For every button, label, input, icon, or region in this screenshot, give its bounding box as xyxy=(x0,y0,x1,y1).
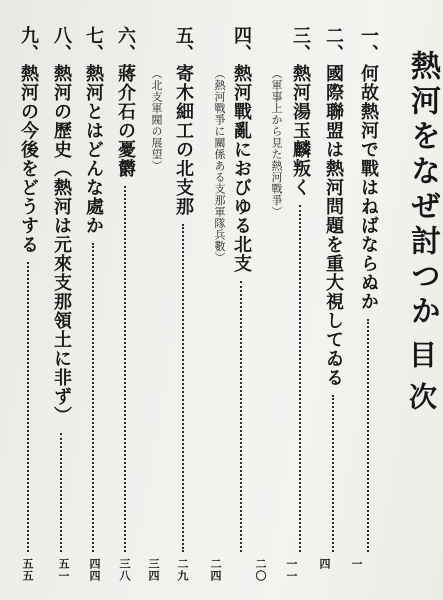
toc-entry-number: 二、 xyxy=(323,26,344,62)
toc-entry-5-line xyxy=(172,26,194,562)
toc-entry-1 xyxy=(357,26,379,562)
toc-entry-number: 五、 xyxy=(173,26,194,62)
dot-leader xyxy=(92,243,94,552)
page-number: 二〇 xyxy=(254,558,267,582)
toc-entry-4 xyxy=(230,26,252,562)
dot-leader xyxy=(60,433,62,552)
toc-entry-8-line xyxy=(50,26,72,562)
page-number: 一 xyxy=(350,558,363,570)
page-number: 五一 xyxy=(57,558,70,582)
toc-entry-7 xyxy=(82,26,104,562)
toc-entry-number: 四、 xyxy=(231,26,252,62)
page-number: 四四 xyxy=(88,558,101,582)
toc-entry-number: 三、 xyxy=(290,26,311,62)
toc-entry-title: 熱河の今後をどうする xyxy=(18,64,39,254)
toc-entry-7-line xyxy=(82,26,104,562)
dot-leader xyxy=(182,224,184,552)
toc-entry-1-line xyxy=(357,26,379,562)
toc-entry-8 xyxy=(50,26,72,562)
toc-entry-title: 寄木細工の北支那 xyxy=(173,64,194,216)
dot-leader xyxy=(240,281,242,552)
page-number: 四 xyxy=(318,558,331,570)
toc-entry-9 xyxy=(17,26,39,562)
toc-entry-number: 一、 xyxy=(358,26,379,62)
toc-entry-9-line xyxy=(17,26,39,562)
toc-entry-4-line xyxy=(230,26,252,562)
toc-entry-3 xyxy=(289,26,311,562)
toc-entry-title: 何故熱河で戰はねばならぬか xyxy=(358,64,379,311)
dot-leader xyxy=(124,186,126,552)
dot-leader xyxy=(332,395,334,552)
toc-entry-number: 六、 xyxy=(115,26,136,62)
toc-entry-4-note: （熱河戰爭に關係ある支那軍隊兵數） xyxy=(213,68,226,264)
toc-entry-number: 八、 xyxy=(51,26,72,62)
page-number: 三八 xyxy=(118,558,131,582)
toc-entry-5 xyxy=(172,26,194,562)
toc-entry-6 xyxy=(114,26,136,562)
page-number: 二四 xyxy=(209,558,222,582)
dot-leader xyxy=(27,262,29,552)
toc-entry-title: 蔣介石の憂欝 xyxy=(115,64,136,178)
page-number: 一一 xyxy=(285,558,298,582)
toc-entry-number: 七、 xyxy=(83,26,104,62)
toc-entry-2-line xyxy=(322,26,344,562)
page-number: 五五 xyxy=(21,558,34,582)
toc-entry-5-note: （北支軍閥の展望） xyxy=(150,68,163,172)
contents-label: 目次 xyxy=(405,340,438,424)
book-title: 熱河をなぜ討つか xyxy=(405,50,440,330)
toc-entry-2 xyxy=(322,26,344,562)
dot-leader xyxy=(299,205,301,552)
toc-entry-title: 熱河の歷史（熱河は元來支那領土に非ず） xyxy=(51,64,72,425)
dot-leader xyxy=(367,319,369,552)
toc-entry-title: 熱河とはどんな處か xyxy=(83,64,104,235)
toc-entry-title: 熱河湯玉麟叛く xyxy=(290,64,311,197)
toc-entry-3-line xyxy=(289,26,311,562)
toc-entry-6-line xyxy=(114,26,136,562)
page-number: 二九 xyxy=(176,558,189,582)
toc-entry-3-note: （軍事上から見た熱河戰爭） xyxy=(270,68,283,218)
toc-entry-title: 國際聯盟は熱河問題を重大視してゐる xyxy=(323,64,344,387)
toc-entry-title: 熱河戰亂におびゆる北支 xyxy=(231,64,252,273)
page-number: 三四 xyxy=(147,558,160,582)
toc-entry-number: 九、 xyxy=(18,26,39,62)
